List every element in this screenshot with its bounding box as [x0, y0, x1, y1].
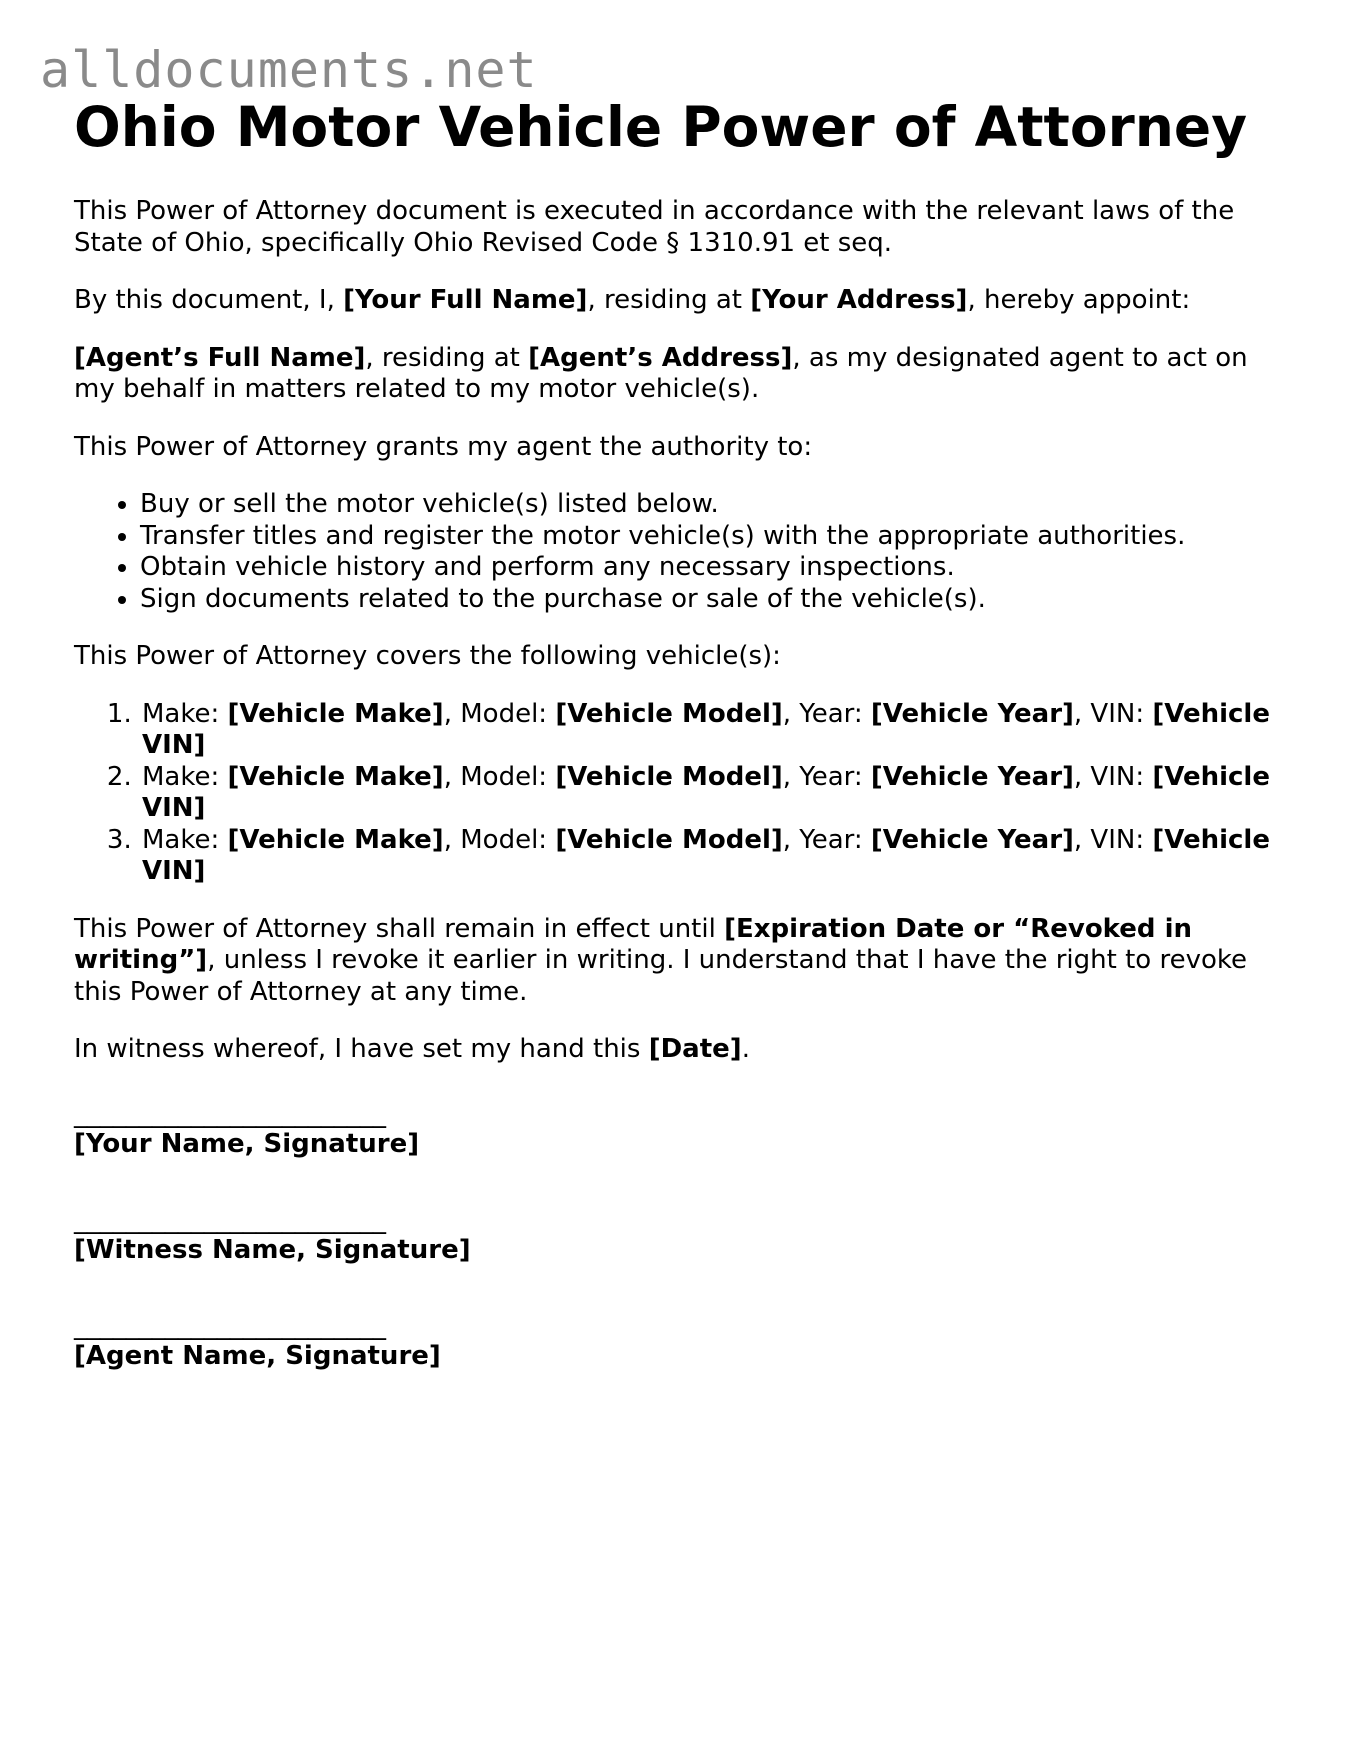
- signature-block-witness: [74, 1206, 1294, 1266]
- document-page: [74, 92, 1294, 1372]
- duration-suffix: , unless I revoke it earlier in writing. I understand that I have the right to revoke this Power of Attorney at any time.: [74, 945, 1247, 1007]
- vehicle-vin-placeholder: [Vehicle VIN]: [142, 824, 1270, 886]
- vehicle-year-placeholder: [Vehicle Year]: [870, 824, 1074, 855]
- date-placeholder: [Date]: [648, 1034, 742, 1064]
- duration-paragraph: [74, 914, 1294, 1009]
- duration-prefix: This Power of Attorney shall remain in effect until: [74, 913, 725, 944]
- vehicle-year-placeholder: [Vehicle Year]: [870, 698, 1074, 729]
- vin-label: , VIN:: [1073, 761, 1153, 792]
- signature-line: ________________________: [74, 1098, 386, 1129]
- intro-paragraph: This Power of Attorney document is executed in accordance with the relevant laws of the State of Ohio, specifically Ohio Revised Code § 1310.91 et seq.: [74, 196, 1235, 258]
- document-title: Ohio Motor Vehicle Power of Attorney: [74, 95, 1248, 159]
- witness-clause: [74, 1034, 1294, 1066]
- vehicle-model-placeholder: [Vehicle Model]: [555, 698, 783, 729]
- year-label: , Year:: [782, 698, 871, 729]
- list-item: • Sign documents related to the purchase or sale of the vehicle(s).: [140, 584, 1294, 616]
- signature-label: [Witness Name, Signature]: [74, 1234, 471, 1265]
- signature-line: ________________________: [74, 1204, 386, 1235]
- principal-prefix: By this document, I,: [74, 285, 344, 315]
- vehicle-item: [140, 699, 1294, 762]
- vehicle-make-placeholder: [Vehicle Make]: [227, 761, 444, 792]
- expiration-placeholder: [Expiration Date or “Revoked in writing”]: [74, 913, 1192, 975]
- year-label: , Year:: [782, 761, 871, 792]
- agent-paragraph: [74, 343, 1294, 406]
- list-item: • Buy or sell the motor vehicle(s) listed below.: [140, 489, 1294, 521]
- vehicle-year-placeholder: [Vehicle Year]: [870, 761, 1074, 792]
- vehicle-vin-placeholder: [Vehicle VIN]: [142, 761, 1270, 823]
- make-label: Make:: [142, 698, 228, 729]
- authority-intro: This Power of Attorney grants my agent the authority to:: [74, 431, 813, 462]
- signature-label: [Agent Name, Signature]: [74, 1340, 441, 1371]
- vehicle-item: [140, 825, 1294, 888]
- principal-paragraph: [74, 285, 1294, 317]
- principal-suffix: , hereby appoint:: [967, 285, 1191, 315]
- vehicle-list: [74, 699, 1294, 888]
- model-label: , Model:: [443, 761, 556, 792]
- vehicles-intro: This Power of Attorney covers the following vehicle(s):: [74, 641, 781, 671]
- agent-name-placeholder: [Agent’s Full Name]: [74, 342, 366, 373]
- vin-label: , VIN:: [1073, 824, 1153, 855]
- principal-address-placeholder: [Your Address]: [750, 285, 968, 315]
- vehicle-vin-placeholder: [Vehicle VIN]: [142, 698, 1270, 760]
- principal-name-placeholder: [Your Full Name]: [343, 285, 588, 315]
- model-label: , Model:: [443, 698, 556, 729]
- vehicle-model-placeholder: [Vehicle Model]: [555, 761, 783, 792]
- list-item: • Obtain vehicle history and perform any necessary inspections.: [140, 552, 1294, 584]
- list-item: • Transfer titles and register the motor vehicle(s) with the appropriate authorities.: [140, 521, 1294, 553]
- vehicle-item: [140, 762, 1294, 825]
- signature-label: [Your Name, Signature]: [74, 1128, 420, 1159]
- agent-address-placeholder: [Agent’s Address]: [528, 342, 793, 373]
- principal-middle: , residing at: [587, 285, 751, 315]
- model-label: , Model:: [443, 824, 556, 855]
- witness-suffix: .: [741, 1034, 750, 1064]
- watermark-text: alldocuments.net: [40, 41, 538, 99]
- agent-middle: , residing at: [365, 342, 529, 373]
- signature-block-agent: [74, 1312, 1294, 1372]
- vehicle-model-placeholder: [Vehicle Model]: [555, 824, 783, 855]
- signature-line: ________________________: [74, 1310, 386, 1341]
- signature-block-principal: [74, 1100, 1294, 1160]
- make-label: Make:: [142, 824, 228, 855]
- vehicle-make-placeholder: [Vehicle Make]: [227, 698, 444, 729]
- vehicle-make-placeholder: [Vehicle Make]: [227, 824, 444, 855]
- agent-suffix: , as my designated agent to act on my behalf in matters related to my motor vehicle(s).: [74, 342, 1248, 404]
- witness-prefix: In witness whereof, I have set my hand this: [74, 1034, 649, 1064]
- make-label: Make:: [142, 761, 228, 792]
- vin-label: , VIN:: [1073, 698, 1153, 729]
- year-label: , Year:: [782, 824, 871, 855]
- authority-list: [74, 489, 1294, 615]
